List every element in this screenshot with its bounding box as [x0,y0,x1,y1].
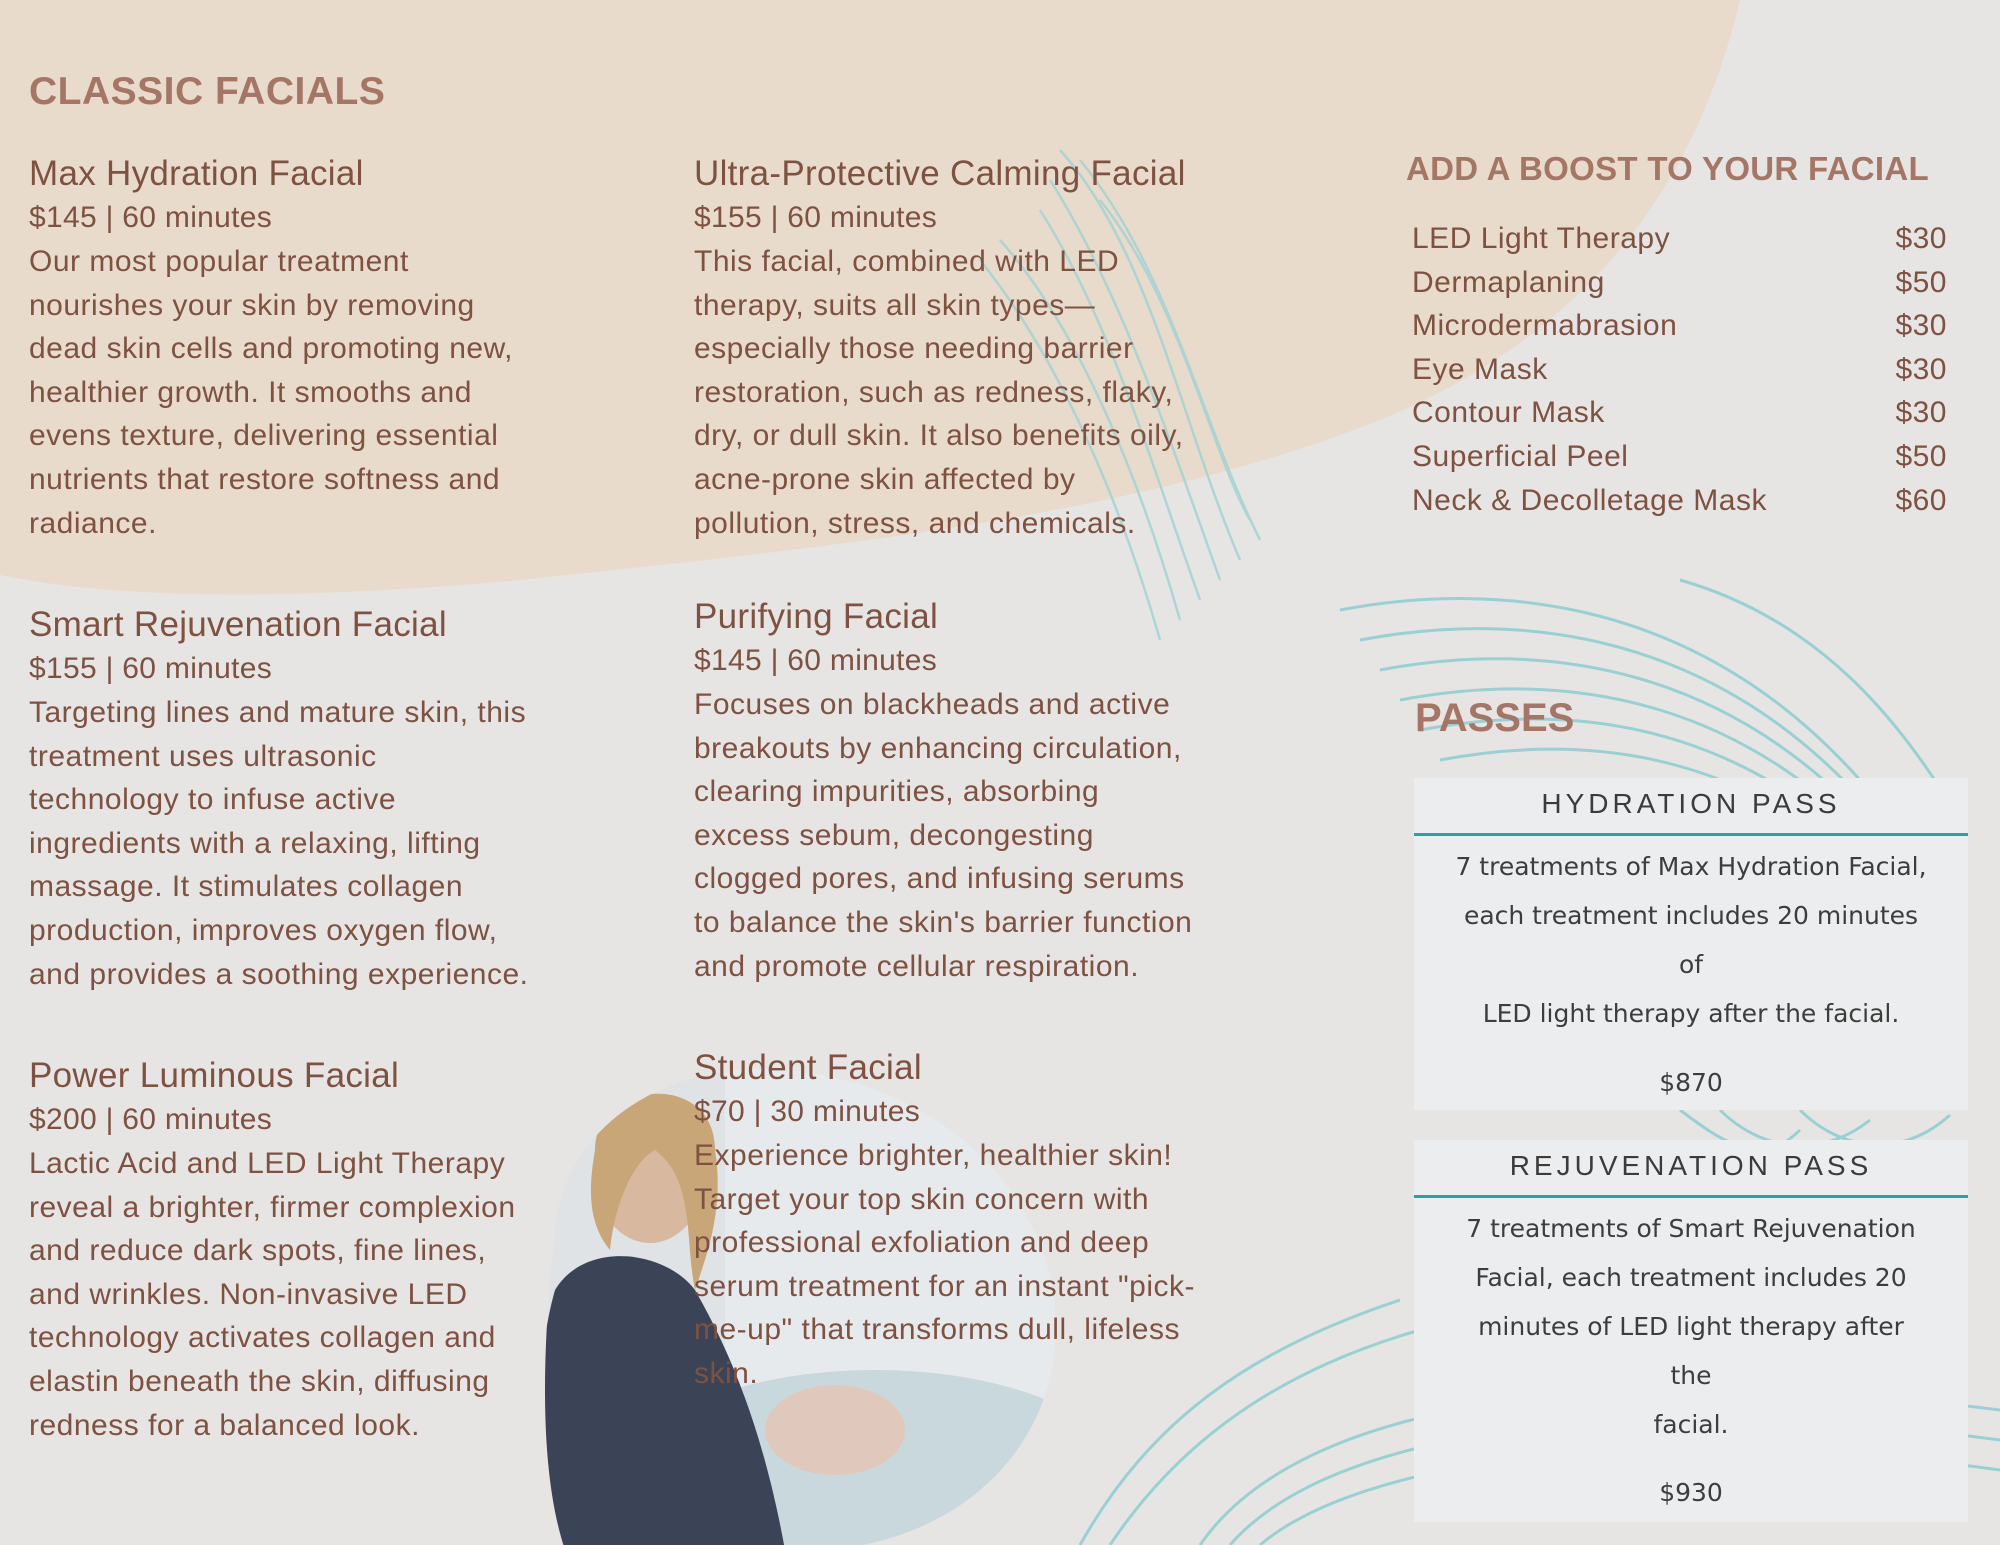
facial-price-duration: $145 | 60 minutes [29,201,273,234]
passes-heading: PASSES [1415,696,1575,740]
facial-card [694,152,1254,545]
facial-description: Targeting lines and mature skin, this treatment uses ultrasonic technology to infuse active ingredients with a relaxing, lifting massage. It stimulates collagen production, improves oxygen flow, and provides a soothing experience. [29,696,529,991]
boost-item [1412,217,1947,261]
boost-item-name: Eye Mask [1412,352,1548,386]
boost-item [1412,435,1947,479]
pass-name: REJUVENATION PASS [1414,1140,1968,1198]
boost-item-price: $50 [1895,265,1947,299]
facial-description: Focuses on blackheads and active breakouts by enhancing circulation, clearing impurities, absorbing excess sebum, decongesting clogged pores, and infusing serums to balance the skin's barrier function and promote cellular respiration. [694,688,1193,983]
boost-list [1412,217,1947,522]
boost-heading: ADD A BOOST TO YOUR FACIAL [1406,150,1929,187]
boost-item-price: $30 [1895,396,1947,430]
facial-description: This facial, combined with LED therapy, suits all skin types— especially those needing barrier restoration, such as redness, flaky, dry, or dull skin. It also benefits oily, acne-prone skin affected by pollution, stress, and chemicals. [694,245,1184,540]
boost-item-name: Contour Mask [1412,396,1605,430]
boost-item-name: Microdermabrasion [1412,309,1678,343]
facial-name: Ultra-Protective Calming Facial [694,154,1186,193]
boost-item [1412,391,1947,435]
facial-name: Power Luminous Facial [29,1056,400,1095]
hydration-pass-card [1414,778,1968,1110]
facial-name: Purifying Facial [694,597,939,636]
facial-name: Smart Rejuvenation Facial [29,605,447,644]
facial-name: Student Facial [694,1048,922,1087]
facial-price-duration: $200 | 60 minutes [29,1103,273,1136]
facial-name: Max Hydration Facial [29,154,364,193]
facial-price-duration: $155 | 60 minutes [694,201,938,234]
pass-name: HYDRATION PASS [1414,778,1968,836]
pass-price: $930 [1659,1478,1723,1507]
boost-item-price: $60 [1895,483,1947,517]
facial-description: Lactic Acid and LED Light Therapy reveal a brighter, firmer complexion and reduce dark spots, fine lines, and wrinkles. Non-invasive LED technology activates collagen and elastin beneath the skin, diffusing redness for a balanced look. [29,1147,516,1442]
facial-description: Our most popular treatment nourishes your skin by removing dead skin cells and promoting new, healthier growth. It smooths and evens texture, delivering essential nutrients that restore softness and radiance. [29,245,513,540]
facial-price-duration: $70 | 30 minutes [694,1095,921,1128]
facial-card [29,1054,589,1447]
boost-item-price: $30 [1895,222,1947,255]
boost-item-name: Superficial Peel [1412,439,1629,473]
boost-item-name: Neck & Decolletage Mask [1412,483,1767,517]
boost-item-price: $50 [1895,439,1947,473]
pass-price: $870 [1659,1068,1723,1097]
boost-item-price: $30 [1895,309,1947,343]
facial-card [29,603,589,996]
boost-item-name: Dermaplaning [1412,265,1605,299]
facial-description: Experience brighter, healthier skin! Target your top skin concern with professional exfoliation and deep serum treatment for an instant "pick- me-up" that transforms dull, lifeless skin. [694,1139,1196,1390]
boost-item [1412,261,1947,305]
facial-card [694,595,1254,988]
pass-description: 7 treatments of Max Hydration Facial, each treatment includes 20 minutes of LED light therapy after the facial. [1455,852,1927,1028]
boost-item [1412,348,1947,392]
boost-item-name: LED Light Therapy [1412,222,1671,255]
facial-card [29,152,589,545]
boost-item [1412,304,1947,348]
boost-item-price: $30 [1895,352,1947,386]
rejuvenation-pass-card [1414,1140,1968,1522]
facial-price-duration: $145 | 60 minutes [694,644,938,677]
pass-description: 7 treatments of Smart Rejuvenation Facial, each treatment includes 20 minutes of LED light therapy after the facial. [1466,1214,1916,1439]
facial-price-duration: $155 | 60 minutes [29,652,273,685]
boost-item [1412,479,1947,523]
facial-card [694,1046,1254,1396]
classic-facials-heading: CLASSIC FACIALS [29,70,386,113]
